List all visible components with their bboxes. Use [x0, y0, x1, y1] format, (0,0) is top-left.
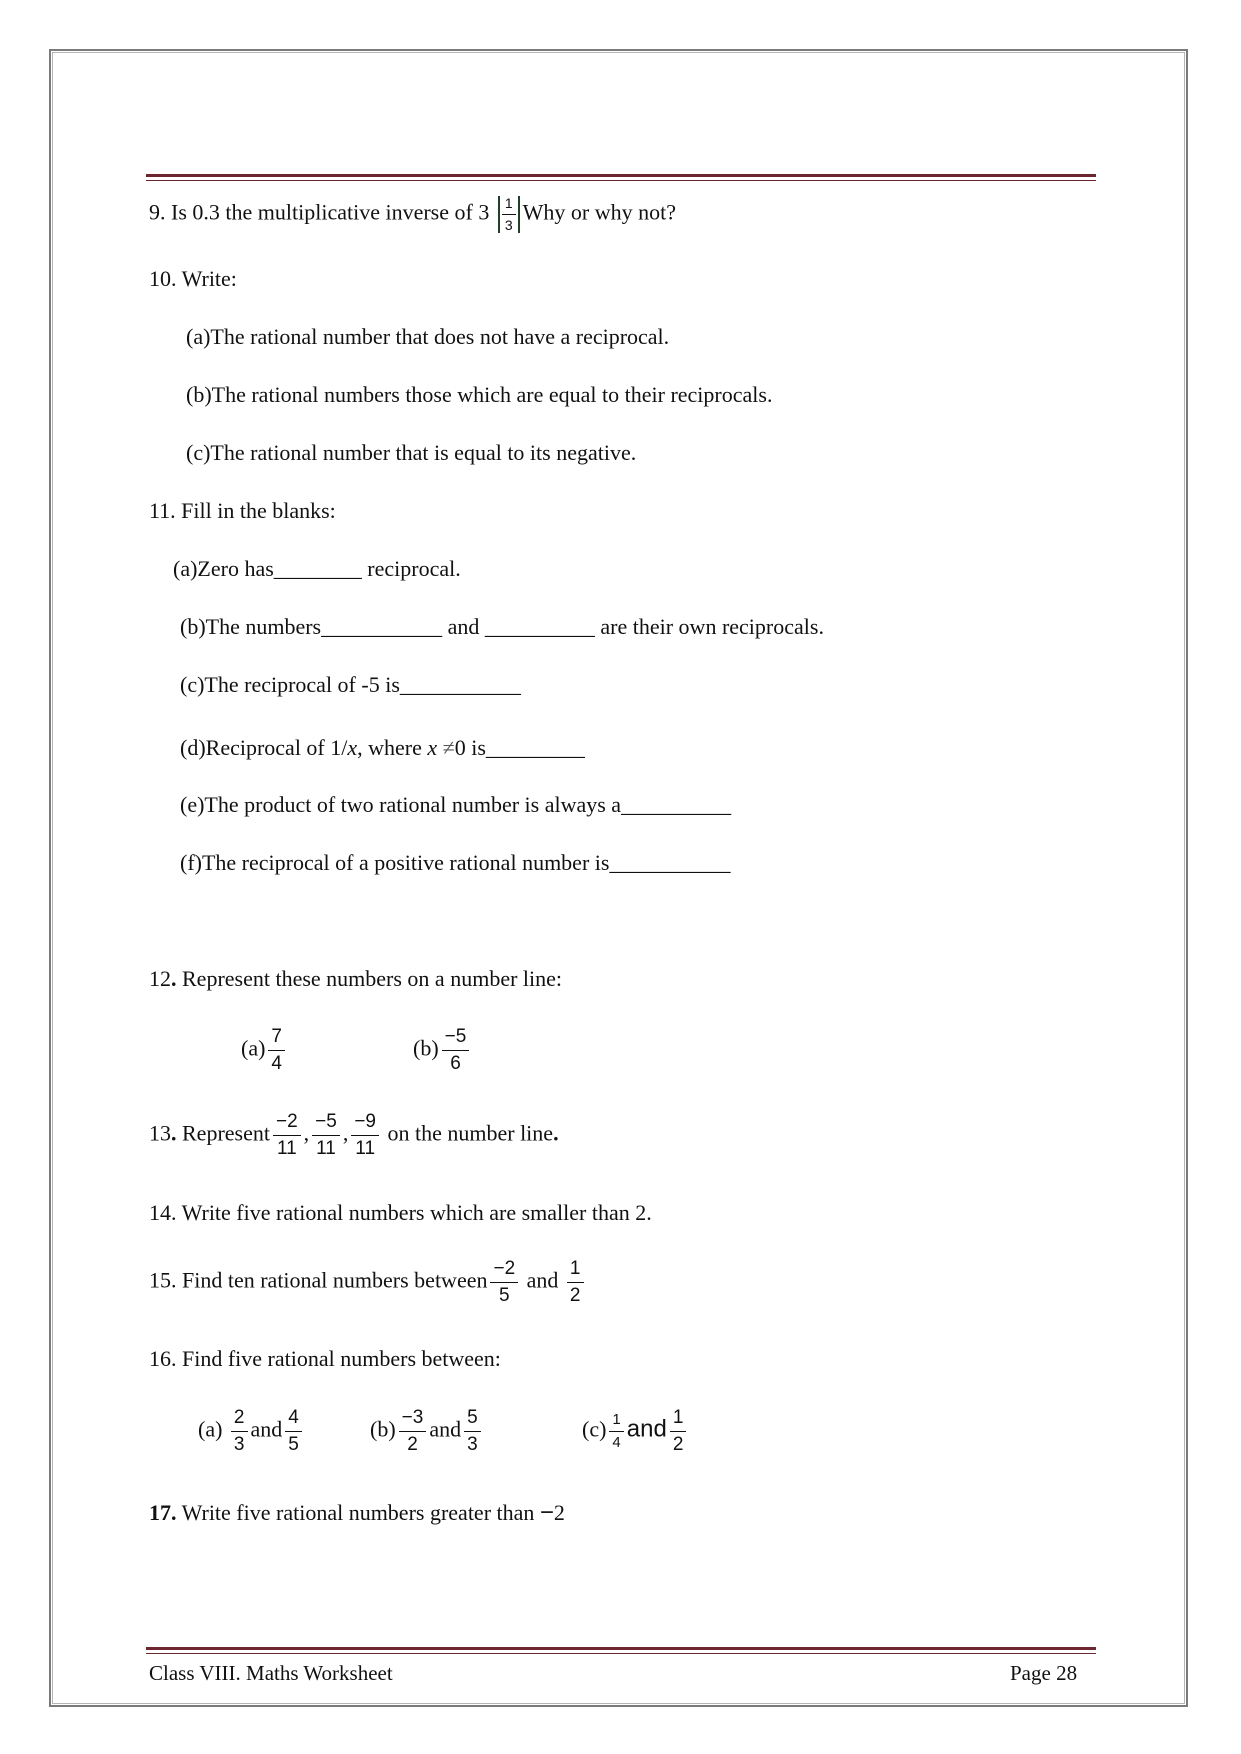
question-16c: (c) $\frac{1}{4}$ and $\frac{1}{2}$: [582, 1408, 689, 1455]
question-11a: (a)Zero has________ reciprocal.: [173, 556, 461, 581]
question-16: 16. Find five rational numbers between:: [149, 1346, 501, 1371]
question-11b: (b)The numbers___________ and __________ are their own reciprocals.: [180, 614, 824, 639]
fraction-neg2-11: $\frac{-2}{11}$: [273, 1112, 301, 1159]
question-13: 13. Represent $\frac{-2}{11}$ , $\frac{-5}{11}$ , $\frac{-9}{11}$ on the number line.: [149, 1111, 559, 1159]
fraction-neg5-11: $\frac{-5}{11}$: [312, 1112, 340, 1159]
question-12b: (b) $\frac{-5}{6}$: [413, 1027, 472, 1074]
fraction-neg5-6: $\frac{-5}{6}$: [442, 1027, 470, 1074]
fraction-2-3: $\frac{2}{3}$: [231, 1408, 248, 1455]
question-16a: (a) $\frac{2}{3}$ and $\frac{4}{5}$: [198, 1408, 305, 1455]
question-14: 14. Write five rational numbers which are smaller than 2.: [149, 1200, 652, 1225]
footer-rule: [146, 1647, 1096, 1654]
fraction-neg3-2: $\frac{-3}{2}$: [399, 1408, 427, 1455]
question-11e: (e)The product of two rational number is always a__________: [180, 792, 732, 817]
fraction-4-5: $\frac{4}{5}$: [285, 1408, 302, 1455]
question-11f: (f)The reciprocal of a positive rational number is___________: [180, 850, 731, 875]
question-11-title: 11. Fill in the blanks:: [149, 498, 336, 523]
fraction-neg9-11: $\frac{-9}{11}$: [351, 1112, 379, 1159]
question-10b: (b)The rational numbers those which are equal to their reciprocals.: [186, 382, 773, 407]
question-9: [149, 196, 676, 233]
fraction-1-4: $\frac{1}{4}$: [609, 1412, 623, 1451]
question-10-title: 10. Write:: [149, 266, 237, 291]
footer-title: Class VIII. Maths Worksheet: [149, 1661, 393, 1685]
question-11c: (c)The reciprocal of -5 is___________: [180, 672, 521, 697]
header-rule: [146, 174, 1096, 181]
question-10a: (a)The rational number that does not have a reciprocal.: [186, 324, 670, 349]
question-12a: (a) $\frac{7}{4}$: [241, 1027, 288, 1074]
question-15: 15. Find ten rational numbers between $\frac{-2}{5}$ and $\frac{1}{2}$: [149, 1259, 587, 1306]
fraction-neg2-5: $\frac{-2}{5}$: [490, 1259, 518, 1306]
q9-fraction: $\frac{1}{3}$: [498, 196, 520, 233]
fraction-1-2: $\frac{1}{2}$: [567, 1259, 584, 1306]
q9-text: 9. Is 0.3 the multiplicative inverse of 3: [149, 199, 495, 225]
fraction-7-4: $\frac{7}{4}$: [268, 1027, 285, 1074]
question-16b: (b) $\frac{-3}{2}$ and $\frac{5}{3}$: [370, 1408, 484, 1455]
not-equal-symbol: ≠: [437, 735, 455, 760]
fraction-1-2-c: $\frac{1}{2}$: [670, 1408, 687, 1455]
question-11d: (d)Reciprocal of 1/x, where x ≠0 is_________: [180, 735, 585, 760]
page-number: Page 28: [1010, 1661, 1078, 1685]
question-12: 12. Represent these numbers on a number line:: [149, 966, 563, 991]
q9-text-end: Why or why not?: [522, 199, 676, 225]
fraction-5-3: $\frac{5}{3}$: [464, 1408, 481, 1455]
question-17: 17. Write five rational numbers greater than −2: [149, 1499, 565, 1526]
question-10c: (c)The rational number that is equal to its negative.: [186, 440, 637, 465]
page-border-inner: [52, 52, 1185, 1704]
minus-sign: −: [539, 1499, 554, 1526]
